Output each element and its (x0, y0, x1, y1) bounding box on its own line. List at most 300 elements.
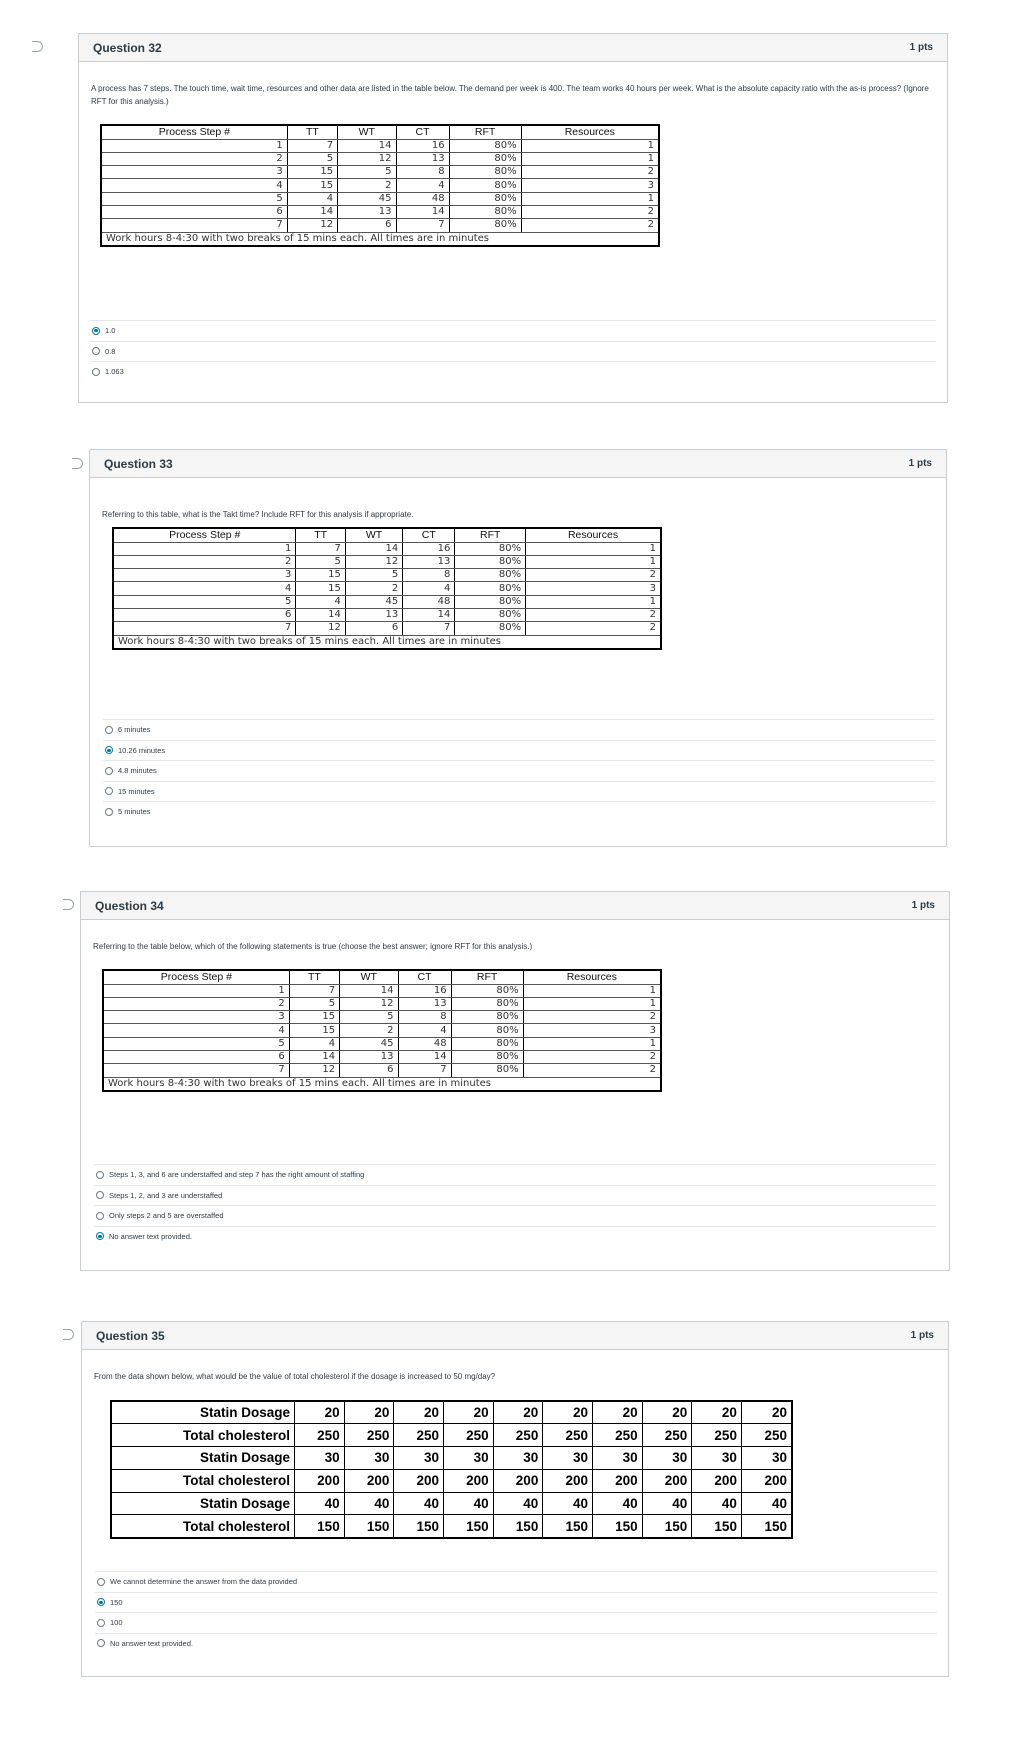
wt-cell: 5 (338, 166, 396, 179)
tt-cell: 4 (289, 1037, 339, 1050)
answer-label: 6 minutes (118, 725, 151, 735)
column-header: Process Step # (103, 970, 289, 984)
ct-cell: 7 (398, 1064, 451, 1077)
value-cell: 40 (493, 1492, 543, 1515)
step-cell: 5 (103, 1037, 289, 1050)
radio-icon[interactable] (105, 767, 113, 775)
value-cell: 40 (741, 1492, 792, 1515)
answer-option[interactable] (94, 1185, 936, 1206)
table-header-row (113, 528, 661, 542)
tt-cell: 14 (296, 608, 345, 621)
table-note-row (103, 1077, 661, 1091)
answer-option[interactable] (90, 320, 936, 341)
table-row (111, 1492, 792, 1515)
radio-selected-icon[interactable] (97, 1598, 105, 1606)
ct-cell: 8 (403, 569, 455, 582)
radio-icon[interactable] (92, 347, 100, 355)
radio-icon[interactable] (105, 726, 113, 734)
radio-icon[interactable] (97, 1619, 105, 1627)
flag-question-33-icon[interactable] (72, 458, 83, 469)
table-row (103, 1024, 661, 1037)
value-cell: 200 (741, 1469, 792, 1492)
ct-cell: 14 (403, 608, 455, 621)
ct-cell: 16 (403, 542, 455, 555)
answer-option[interactable] (103, 740, 935, 761)
column-header: CT (403, 528, 455, 542)
step-cell: 7 (103, 1064, 289, 1077)
row-label: Statin Dosage (111, 1401, 295, 1424)
wt-cell: 45 (340, 1037, 398, 1050)
answer-label: 5 minutes (118, 807, 151, 817)
question-35-text: From the data shown below, what would be the value of total cholesterol if the dosage is increased to 50 mg/day? (94, 1372, 496, 1381)
rft-cell: 80% (451, 1024, 523, 1037)
value-cell: 40 (344, 1492, 394, 1515)
radio-selected-icon[interactable] (92, 327, 100, 335)
question-32-answers (90, 320, 936, 382)
resources-cell: 2 (526, 622, 661, 635)
answer-label: Steps 1, 3, and 6 are understaffed and step 7 has the right amount of staffing (109, 1170, 365, 1180)
question-34-points: 1 pts (911, 900, 935, 911)
table-note-row (113, 635, 661, 649)
answer-option[interactable] (94, 1164, 936, 1185)
column-header: Resources (526, 528, 661, 542)
answer-label: 10.26 minutes (118, 745, 166, 755)
rft-cell: 80% (455, 622, 526, 635)
table-row (111, 1515, 792, 1538)
step-cell: 2 (113, 555, 296, 568)
value-cell: 30 (394, 1447, 444, 1470)
value-cell: 150 (741, 1515, 792, 1538)
value-cell: 150 (642, 1515, 692, 1538)
wt-cell: 13 (340, 1050, 398, 1063)
value-cell: 20 (642, 1401, 692, 1424)
resources-cell: 2 (521, 166, 659, 179)
column-header: Process Step # (113, 528, 296, 542)
value-cell: 200 (444, 1469, 494, 1492)
question-32-header (79, 34, 947, 62)
answer-option[interactable] (90, 341, 936, 362)
answer-label: 100 (110, 1618, 123, 1628)
answer-label: No answer text provided. (110, 1638, 193, 1648)
question-35-header (82, 1322, 948, 1350)
answer-option[interactable] (103, 781, 935, 802)
value-cell: 150 (592, 1515, 642, 1538)
radio-selected-icon[interactable] (105, 746, 113, 754)
wt-cell: 12 (338, 152, 396, 165)
tt-cell: 7 (296, 542, 345, 555)
table-row (101, 166, 659, 179)
answer-option[interactable] (103, 719, 935, 740)
tt-cell: 12 (296, 622, 345, 635)
value-cell: 250 (543, 1424, 593, 1447)
question-33-points: 1 pts (908, 458, 932, 469)
answer-label: 15 minutes (118, 786, 155, 796)
rft-cell: 80% (451, 1011, 523, 1024)
resources-cell: 2 (523, 1050, 661, 1063)
rft-cell: 80% (451, 997, 523, 1010)
answer-option[interactable] (94, 1205, 936, 1226)
resources-cell: 1 (521, 139, 659, 152)
ct-cell: 48 (396, 192, 449, 205)
tt-cell: 15 (287, 179, 337, 192)
answer-label: 150 (110, 1597, 123, 1607)
rft-cell: 80% (455, 608, 526, 621)
table-row (101, 152, 659, 165)
resources-cell: 3 (521, 179, 659, 192)
value-cell: 40 (394, 1492, 444, 1515)
value-cell: 30 (344, 1447, 394, 1470)
rft-cell: 80% (455, 555, 526, 568)
value-cell: 250 (692, 1424, 742, 1447)
radio-selected-icon[interactable] (96, 1232, 104, 1240)
table-row (103, 1037, 661, 1050)
rft-cell: 80% (449, 179, 521, 192)
process-table-q33 (112, 527, 662, 650)
resources-cell: 2 (521, 219, 659, 232)
table-note: Work hours 8-4:30 with two breaks of 15 mins each. All times are in minutes (101, 232, 659, 246)
wt-cell: 45 (338, 192, 396, 205)
ct-cell: 7 (396, 219, 449, 232)
step-cell: 5 (113, 595, 296, 608)
value-cell: 20 (741, 1401, 792, 1424)
table-row (111, 1447, 792, 1470)
value-cell: 150 (344, 1515, 394, 1538)
value-cell: 40 (295, 1492, 345, 1515)
ct-cell: 4 (396, 179, 449, 192)
column-header: CT (398, 970, 451, 984)
wt-cell: 6 (345, 622, 402, 635)
column-header: WT (340, 970, 398, 984)
tt-cell: 12 (289, 1064, 339, 1077)
resources-cell: 1 (521, 192, 659, 205)
value-cell: 200 (592, 1469, 642, 1492)
value-cell: 20 (543, 1401, 593, 1424)
step-cell: 3 (113, 569, 296, 582)
ct-cell: 8 (396, 166, 449, 179)
value-cell: 40 (444, 1492, 494, 1515)
question-34-title: Question 34 (95, 898, 164, 913)
wt-cell: 5 (340, 1011, 398, 1024)
value-cell: 30 (741, 1447, 792, 1470)
value-cell: 40 (543, 1492, 593, 1515)
step-cell: 6 (103, 1050, 289, 1063)
radio-icon[interactable] (105, 808, 113, 816)
answer-option[interactable] (103, 801, 935, 822)
ct-cell: 14 (396, 205, 449, 218)
tt-cell: 15 (296, 569, 345, 582)
tt-cell: 4 (287, 192, 337, 205)
value-cell: 250 (444, 1424, 494, 1447)
step-cell: 7 (113, 622, 296, 635)
value-cell: 150 (692, 1515, 742, 1538)
rft-cell: 80% (455, 542, 526, 555)
tt-cell: 15 (289, 1024, 339, 1037)
question-32-points: 1 pts (909, 42, 933, 53)
radio-icon[interactable] (97, 1639, 105, 1647)
column-header: RFT (451, 970, 523, 984)
rft-cell: 80% (455, 595, 526, 608)
column-header: TT (296, 528, 345, 542)
value-cell: 20 (344, 1401, 394, 1424)
value-cell: 250 (295, 1424, 345, 1447)
flag-question-32-icon[interactable] (32, 41, 43, 52)
rft-cell: 80% (455, 582, 526, 595)
flag-question-34-icon[interactable] (63, 899, 74, 910)
wt-cell: 45 (345, 595, 402, 608)
question-34-header (81, 892, 949, 920)
value-cell: 150 (295, 1515, 345, 1538)
value-cell: 250 (642, 1424, 692, 1447)
value-cell: 20 (592, 1401, 642, 1424)
resources-cell: 1 (523, 997, 661, 1010)
value-cell: 200 (642, 1469, 692, 1492)
column-header: Resources (523, 970, 661, 984)
radio-icon[interactable] (96, 1212, 104, 1220)
value-cell: 30 (642, 1447, 692, 1470)
tt-cell: 7 (287, 139, 337, 152)
question-33-text: Referring to this table, what is the Takt time? Include RFT for this analysis if appropriate. (102, 510, 414, 519)
answer-label: 0.8 (105, 346, 116, 356)
radio-icon[interactable] (105, 787, 113, 795)
rft-cell: 80% (451, 1064, 523, 1077)
process-table-q32 (100, 124, 660, 247)
question-35-answers (95, 1571, 937, 1653)
value-cell: 30 (592, 1447, 642, 1470)
resources-cell: 2 (526, 569, 661, 582)
column-header: Process Step # (101, 125, 287, 139)
wt-cell: 5 (345, 569, 402, 582)
value-cell: 30 (444, 1447, 494, 1470)
table-row (113, 569, 661, 582)
answer-label: 4.8 minutes (118, 766, 157, 776)
question-33-answers (103, 719, 935, 822)
step-cell: 4 (101, 179, 287, 192)
row-label: Total cholesterol (111, 1515, 295, 1538)
column-header: WT (345, 528, 402, 542)
answer-label: No answer text provided. (109, 1231, 192, 1241)
answer-option[interactable] (95, 1633, 937, 1654)
question-35-title: Question 35 (96, 1328, 165, 1343)
ct-cell: 48 (403, 595, 455, 608)
rft-cell: 80% (455, 569, 526, 582)
row-label: Total cholesterol (111, 1469, 295, 1492)
column-header: Resources (521, 125, 659, 139)
table-row (103, 984, 661, 997)
step-cell: 1 (101, 139, 287, 152)
resources-cell: 1 (521, 152, 659, 165)
resources-cell: 1 (526, 542, 661, 555)
table-row (103, 1064, 661, 1077)
table-row (103, 997, 661, 1010)
ct-cell: 13 (396, 152, 449, 165)
flag-question-35-icon[interactable] (63, 1329, 74, 1340)
rft-cell: 80% (449, 166, 521, 179)
table-row (103, 1011, 661, 1024)
tt-cell: 15 (287, 166, 337, 179)
answer-label: 1.063 (105, 367, 124, 377)
answer-label: 1.0 (105, 326, 116, 336)
ct-cell: 13 (398, 997, 451, 1010)
rft-cell: 80% (449, 139, 521, 152)
tt-cell: 12 (287, 219, 337, 232)
value-cell: 150 (444, 1515, 494, 1538)
value-cell: 200 (295, 1469, 345, 1492)
rft-cell: 80% (449, 152, 521, 165)
tt-cell: 4 (296, 595, 345, 608)
value-cell: 30 (543, 1447, 593, 1470)
wt-cell: 2 (340, 1024, 398, 1037)
question-32-title: Question 32 (93, 40, 162, 55)
resources-cell: 2 (523, 1011, 661, 1024)
radio-icon[interactable] (92, 368, 100, 376)
ct-cell: 14 (398, 1050, 451, 1063)
wt-cell: 14 (338, 139, 396, 152)
value-cell: 200 (394, 1469, 444, 1492)
resources-cell: 3 (526, 582, 661, 595)
value-cell: 20 (295, 1401, 345, 1424)
table-header-row (101, 125, 659, 139)
answer-option[interactable] (95, 1571, 937, 1592)
ct-cell: 16 (396, 139, 449, 152)
table-row (113, 595, 661, 608)
value-cell: 30 (692, 1447, 742, 1470)
answer-label: Only steps 2 and 5 are overstaffed (109, 1211, 224, 1221)
question-34-text: Referring to the table below, which of the following statements is true (choose the best answer; ignore RFT for this analysis.) (93, 942, 533, 951)
step-cell: 5 (101, 192, 287, 205)
value-cell: 250 (741, 1424, 792, 1447)
tt-cell: 14 (287, 205, 337, 218)
answer-option[interactable] (95, 1612, 937, 1633)
table-row (111, 1469, 792, 1492)
value-cell: 250 (344, 1424, 394, 1447)
tt-cell: 5 (289, 997, 339, 1010)
column-header: CT (396, 125, 449, 139)
answer-label: Steps 1, 2, and 3 are understaffed (109, 1190, 223, 1200)
answer-option[interactable] (103, 760, 935, 781)
process-table-q34 (102, 969, 662, 1092)
question-35-points: 1 pts (910, 1330, 934, 1341)
wt-cell: 13 (338, 205, 396, 218)
table-note-row (101, 232, 659, 246)
table-row (113, 582, 661, 595)
step-cell: 3 (101, 166, 287, 179)
step-cell: 1 (103, 984, 289, 997)
answer-option[interactable] (94, 1226, 936, 1247)
resources-cell: 1 (523, 1037, 661, 1050)
wt-cell: 2 (338, 179, 396, 192)
tt-cell: 14 (289, 1050, 339, 1063)
step-cell: 6 (113, 608, 296, 621)
resources-cell: 2 (526, 608, 661, 621)
value-cell: 30 (493, 1447, 543, 1470)
column-header: RFT (449, 125, 521, 139)
value-cell: 40 (692, 1492, 742, 1515)
value-cell: 150 (493, 1515, 543, 1538)
column-header: WT (338, 125, 396, 139)
question-33-header (90, 450, 946, 478)
value-cell: 20 (493, 1401, 543, 1424)
ct-cell: 7 (403, 622, 455, 635)
ct-cell: 8 (398, 1011, 451, 1024)
rft-cell: 80% (451, 984, 523, 997)
value-cell: 250 (394, 1424, 444, 1447)
value-cell: 200 (692, 1469, 742, 1492)
table-row (111, 1424, 792, 1447)
table-row (101, 219, 659, 232)
table-note: Work hours 8-4:30 with two breaks of 15 mins each. All times are in minutes (103, 1077, 661, 1091)
step-cell: 7 (101, 219, 287, 232)
tt-cell: 15 (289, 1011, 339, 1024)
rft-cell: 80% (449, 192, 521, 205)
tt-cell: 5 (296, 555, 345, 568)
answer-option[interactable] (90, 361, 936, 382)
step-cell: 3 (103, 1011, 289, 1024)
answer-label: We cannot determine the answer from the data provided (110, 1577, 298, 1587)
statin-table (110, 1400, 793, 1539)
value-cell: 200 (543, 1469, 593, 1492)
resources-cell: 3 (523, 1024, 661, 1037)
rft-cell: 80% (451, 1050, 523, 1063)
value-cell: 40 (592, 1492, 642, 1515)
resources-cell: 1 (523, 984, 661, 997)
wt-cell: 14 (345, 542, 402, 555)
table-note: Work hours 8-4:30 with two breaks of 15 mins each. All times are in minutes (113, 635, 661, 649)
step-cell: 1 (113, 542, 296, 555)
question-33-title: Question 33 (104, 456, 173, 471)
table-row (103, 1050, 661, 1063)
step-cell: 4 (103, 1024, 289, 1037)
resources-cell: 1 (526, 555, 661, 568)
resources-cell: 1 (526, 595, 661, 608)
resources-cell: 2 (521, 205, 659, 218)
rft-cell: 80% (451, 1037, 523, 1050)
tt-cell: 5 (287, 152, 337, 165)
ct-cell: 16 (398, 984, 451, 997)
question-32-text: A process has 7 steps. The touch time, wait time, resources and other data are listed in the table below. The demand per week is 400. The team works 40 hours per week. What is the absolute capacity ratio with the as-is process? (Ignore RFT for this analysis.) (91, 84, 929, 106)
wt-cell: 12 (345, 555, 402, 568)
question-34-answers (94, 1164, 936, 1246)
table-row (101, 205, 659, 218)
radio-icon[interactable] (97, 1578, 105, 1586)
value-cell: 200 (493, 1469, 543, 1492)
wt-cell: 6 (338, 219, 396, 232)
answer-option[interactable] (95, 1592, 937, 1613)
table-row (101, 179, 659, 192)
value-cell: 20 (692, 1401, 742, 1424)
column-header: TT (289, 970, 339, 984)
ct-cell: 13 (403, 555, 455, 568)
rft-cell: 80% (449, 219, 521, 232)
table-row (113, 608, 661, 621)
wt-cell: 12 (340, 997, 398, 1010)
table-row (101, 192, 659, 205)
step-cell: 2 (101, 152, 287, 165)
value-cell: 200 (344, 1469, 394, 1492)
radio-icon[interactable] (96, 1191, 104, 1199)
tt-cell: 7 (289, 984, 339, 997)
wt-cell: 14 (340, 984, 398, 997)
tt-cell: 15 (296, 582, 345, 595)
radio-icon[interactable] (96, 1171, 104, 1179)
table-row (101, 139, 659, 152)
step-cell: 4 (113, 582, 296, 595)
ct-cell: 4 (403, 582, 455, 595)
value-cell: 250 (592, 1424, 642, 1447)
value-cell: 250 (493, 1424, 543, 1447)
row-label: Statin Dosage (111, 1492, 295, 1515)
table-row (111, 1401, 792, 1424)
table-header-row (103, 970, 661, 984)
